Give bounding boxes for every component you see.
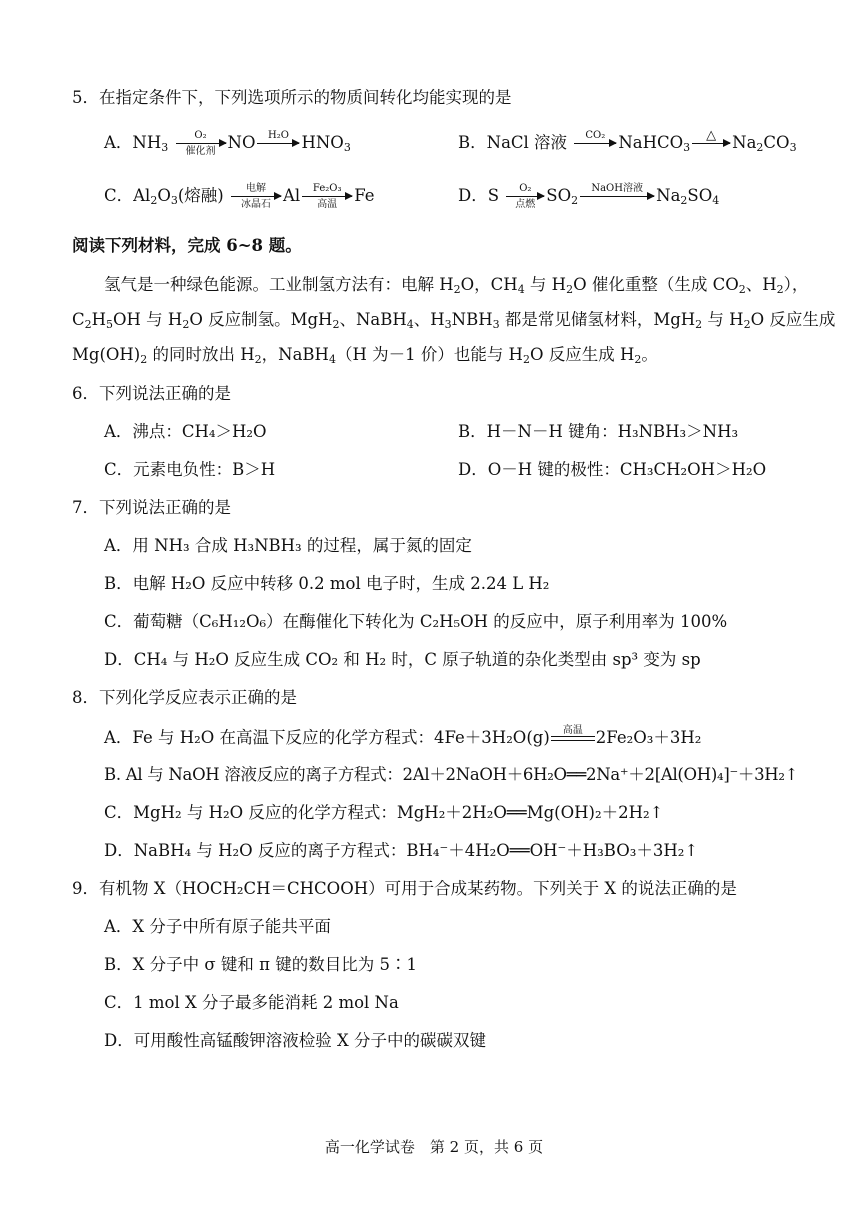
q8-a-pre: A．Fe 与 H₂O 在高温下反应的化学方程式：4Fe＋3H₂O(g) (104, 728, 550, 747)
q5-b-s3: Na (732, 133, 757, 152)
reading-p1f: ）， (783, 275, 809, 294)
q8-stem: 8．下列化学反应表示正确的是 (72, 688, 297, 707)
q5-c-arrow2-top: Fe₂O₃ (312, 183, 342, 194)
q7-option-a: A．用 NH₃ 合成 H₃NBH₃ 的过程，属于氮的固定 (104, 536, 472, 555)
sub-5: 5 (106, 318, 114, 331)
q5-a-s3sub: 3 (343, 141, 351, 154)
q6-option-c: C．元素电负性：B＞H (104, 460, 276, 479)
q5-option-c (104, 183, 375, 213)
reading-p2d: O 反应制氢。MgH (189, 310, 333, 329)
q5-c-s3: Fe (354, 186, 375, 205)
sub-2: 2 (254, 353, 262, 366)
reading-p2b: H (91, 310, 107, 329)
q5-a-arrow2 (257, 130, 299, 157)
q5-b-s2sub: 3 (683, 141, 691, 154)
q5-a-arrow1 (176, 130, 226, 157)
reading-p3f: 。 (641, 345, 658, 364)
reading-p1a: 氢气是一种绿色能源。工业制氢方法有：电解 H (104, 275, 454, 294)
q5-b-arrow1 (574, 130, 616, 157)
q6-stem: 6．下列说法正确的是 (72, 384, 231, 403)
q5-c-s1b: O (157, 186, 171, 205)
q5-c-arrow1-bot: 冰晶石 (240, 199, 271, 210)
sub-2: 2 (84, 318, 92, 331)
reading-line-1 (104, 273, 808, 297)
q5-c-arrow2-bot: 高温 (317, 199, 338, 210)
sub-4: 4 (328, 353, 336, 366)
q8-option-a (104, 725, 701, 753)
q5-c-s2: Al (282, 186, 301, 205)
q5-stem: 5．在指定条件下，下列选项所示的物质间转化均能实现的是 (72, 88, 512, 107)
reading-p2c: OH 与 H (113, 310, 183, 329)
q5-d-label: D． (458, 186, 488, 205)
q7-option-d: D．CH₄ 与 H₂O 反应生成 CO₂ 和 H₂ 时，C 原子轨道的杂化类型由 sp³ 变为 sp (104, 650, 701, 669)
q5-a-arrow1-top: O₂ (194, 130, 207, 141)
q7-option-c: C．葡萄糖（C₆H₁₂O₆）在酶催化下转化为 C₂H₅OH 的反应中，原子利用率为 100% (104, 612, 728, 631)
q5-d-arrow1 (506, 183, 544, 210)
q5-b-arrow2-top: △ (706, 128, 717, 143)
q5-c-s1sub2: 3 (170, 194, 178, 207)
reading-p3a: Mg(OH) (72, 345, 141, 364)
sub-2: 2 (522, 353, 530, 366)
q5-d-arrow1-bot: 点燃 (515, 199, 536, 210)
reading-line-2 (72, 308, 835, 332)
q5-d-s3sub2: 4 (712, 194, 720, 207)
reading-p2g: NBH (451, 310, 493, 329)
q5-option-d (458, 183, 719, 213)
q5-b-s1: NaCl 溶液 (486, 133, 568, 152)
q9-stem: 9．有机物 X（HOCH₂CH＝CHCOOH）可用于合成某药物。下列关于 X 的说法正确的是 (72, 879, 737, 898)
reading-p3b: 的同时放出 H (147, 345, 255, 364)
q8-a-post: 2Fe₂O₃＋3H₂ (595, 728, 702, 747)
q9-option-b: B．X 分子中 σ 键和 π 键的数目比为 5∶1 (104, 955, 417, 974)
q6-option-b: B．H－N－H 键角：H₃NBH₃＞NH₃ (458, 422, 739, 441)
reading-p2a: C (72, 310, 85, 329)
q8-a-equal-sign (551, 725, 595, 752)
q5-d-arrow1-top: O₂ (519, 183, 532, 194)
q5-b-arrow2 (692, 130, 730, 157)
sub-4: 4 (517, 283, 525, 296)
q5-a-s3: HNO (301, 133, 344, 152)
reading-p2f: 、H (413, 310, 445, 329)
sub-2: 2 (634, 353, 642, 366)
reading-p2j: O 反应生成 (750, 310, 836, 329)
sub-2: 2 (182, 318, 190, 331)
q5-a-label: A． (104, 133, 133, 152)
q5-d-s2: SO (546, 186, 572, 205)
q7-option-b: B．电解 H₂O 反应中转移 0.2 mol 电子时，生成 2.24 L H₂ (104, 574, 550, 593)
q5-a-s1sub: 3 (161, 141, 169, 154)
reading-p1e: 、H (745, 275, 777, 294)
reading-title: 阅读下列材料，完成 6~8 题。 (72, 236, 302, 255)
q5-b-s3sub2: 3 (789, 141, 797, 154)
sub-2: 2 (738, 283, 746, 296)
sub-4: 4 (406, 318, 414, 331)
sub-2: 2 (695, 318, 703, 331)
q8-a-cond: 高温 (562, 725, 583, 736)
q5-a-s1: NH (132, 133, 162, 152)
sub-2: 2 (776, 283, 784, 296)
q7-stem: 7．下列说法正确的是 (72, 498, 231, 517)
q9-option-d: D．可用酸性高锰酸钾溶液检验 X 分子中的碳碳双键 (104, 1031, 486, 1050)
q5-c-arrow1 (231, 183, 281, 210)
reading-p2h: 都是常见储氢材料，MgH (499, 310, 696, 329)
sub-3: 3 (492, 318, 500, 331)
sub-3: 3 (444, 318, 452, 331)
q5-b-arrow1-top: CO₂ (585, 130, 606, 141)
q5-d-s2sub: 2 (571, 194, 579, 207)
q5-b-s3b: CO (763, 133, 790, 152)
q5-c-arrow2 (302, 183, 352, 210)
reading-p3c: ，NaBH (261, 345, 329, 364)
q5-c-arrow1-top: 电解 (245, 183, 266, 194)
page-footer: 高一化学试卷 第 2 页，共 6 页 (324, 1138, 544, 1156)
reading-p1b: O，CH (460, 275, 518, 294)
q5-c-s1sub1: 2 (150, 194, 158, 207)
reading-p3e: O 反应生成 H (529, 345, 635, 364)
q5-option-a (104, 130, 351, 160)
q5-c-s1: Al (133, 186, 151, 205)
q5-d-s3sub1: 2 (680, 194, 688, 207)
sub-2: 2 (332, 318, 340, 331)
q8-option-d: D．NaBH₄ 与 H₂O 反应的离子方程式：BH₄⁻＋4H₂O══OH⁻＋H₃BO₃＋3H₂↑ (104, 841, 699, 860)
q5-a-arrow2-top: H₂O (268, 130, 289, 141)
q5-b-s3sub1: 2 (756, 141, 764, 154)
q5-a-arrow1-bot: 催化剂 (185, 146, 216, 157)
q5-d-s3b: SO (687, 186, 713, 205)
q8-option-b: B. Al 与 NaOH 溶液反应的离子方程式：2Al＋2NaOH＋6H₂O══2Na⁺＋2[Al(OH)₄]⁻＋3H₂↑ (104, 765, 799, 784)
reading-line-3 (72, 343, 658, 367)
q5-a-s2: NO (227, 133, 256, 152)
q5-d-s1: S (487, 186, 500, 205)
q5-option-b (458, 130, 797, 160)
sub-2: 2 (743, 318, 751, 331)
reading-p3d: （H 为－1 价）也能与 H (335, 345, 523, 364)
sub-2: 2 (453, 283, 461, 296)
q6-option-a: A．沸点：CH₄＞H₂O (104, 422, 267, 441)
reading-p1c: 与 H (524, 275, 567, 294)
sub-2: 2 (566, 283, 574, 296)
q5-b-label: B． (458, 133, 487, 152)
q5-c-s1c: (熔融) (177, 186, 224, 205)
q5-d-arrow2-top: NaOH溶液 (591, 183, 643, 194)
q9-option-a: A．X 分子中所有原子能共平面 (104, 917, 331, 936)
reading-p1d: O 催化重整（生成 CO (573, 275, 739, 294)
q6-option-d: D．O－H 键的极性：CH₃CH₂OH＞H₂O (458, 460, 767, 479)
q8-option-c: C．MgH₂ 与 H₂O 反应的化学方程式：MgH₂＋2H₂O══Mg(OH)₂＋2H₂↑ (104, 803, 664, 822)
reading-p2e: 、NaBH (339, 310, 407, 329)
q5-c-label: C． (104, 186, 134, 205)
q5-d-arrow2 (580, 183, 654, 210)
sub-2: 2 (140, 353, 148, 366)
q9-option-c: C．1 mol X 分子最多能消耗 2 mol Na (104, 993, 399, 1012)
reading-p2i: 与 H (702, 310, 744, 329)
q5-d-s3: Na (656, 186, 681, 205)
q5-b-s2: NaHCO (618, 133, 684, 152)
